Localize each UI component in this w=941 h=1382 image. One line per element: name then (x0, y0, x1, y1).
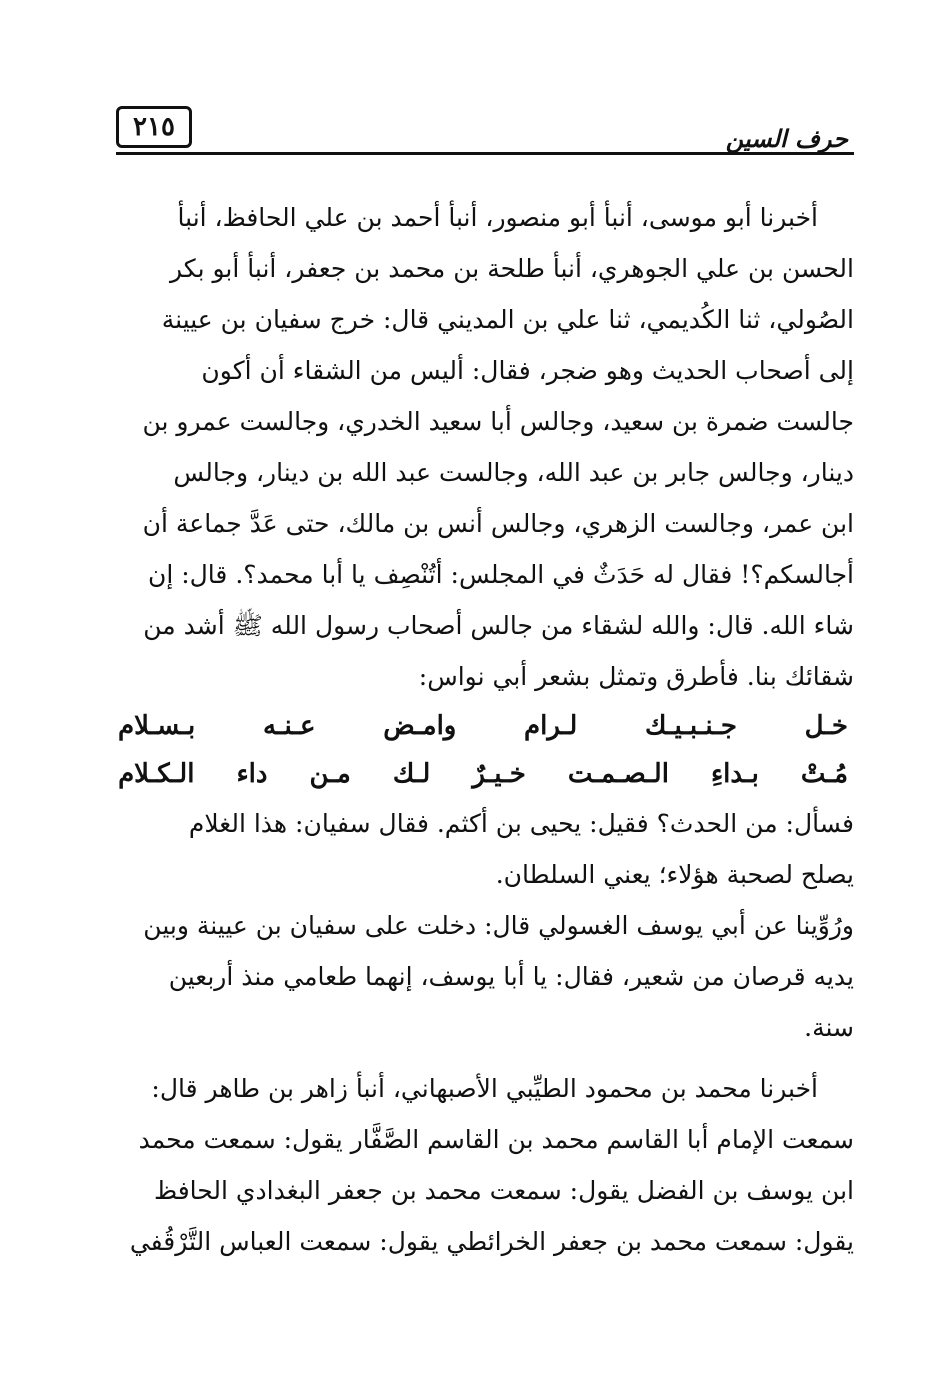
page-header (112, 96, 854, 162)
verse-word: مـن (309, 759, 351, 789)
text-line: شقائك بنا. فأطرق وتمثل بشعر أبي نواس: (418, 662, 854, 691)
text-line: أجالسكم؟! فقال له حَدَثٌ في المجلس: أتُنْصِف يا أبا محمد؟. قال: إن (147, 560, 854, 589)
text-line: شاء الله. قال: والله لشقاء من جالس أصحاب رسول الله ﷺ أشد من (143, 611, 854, 640)
verse-word: وامـض (383, 711, 457, 741)
paragraph-2 (112, 798, 854, 900)
verse-word: خـيـرٌ (472, 759, 526, 789)
text-line: ابن عمر، وجالست الزهري، وجالس أنس بن مالك، حتى عَدَّ جماعة أن (142, 509, 854, 538)
text-line: الصُولي، ثنا الكُديمي، ثنا علي بن المديني قال: خرج سفيان بن عيينة (161, 305, 854, 334)
text-line: يصلح لصحبة هؤلاء؛ يعني السلطان. (495, 860, 854, 889)
page-number: ٢١٥ (116, 106, 192, 148)
text-line: ورُوِّينا عن أبي يوسف الغسولي قال: دخلت على سفيان بن عيينة وبين (143, 911, 854, 940)
text-line: إلى أصحاب الحديث وهو ضجر، فقال: أليس من الشقاء أن أكون (201, 356, 854, 385)
paragraph-4 (112, 1063, 854, 1267)
page-body (112, 192, 854, 1267)
verse-word: الـكـلام (118, 759, 195, 789)
text-line: يقول: سمعت محمد بن جعفر الخرائطي يقول: سمعت العباس التَّرْقُفي (129, 1227, 854, 1256)
verse-word: بـداءِ (710, 759, 759, 789)
verse-word: الـصـمـت (567, 759, 669, 789)
text-line: ابن يوسف بن الفضل يقول: سمعت محمد بن جعفر البغدادي الحافظ (153, 1176, 854, 1205)
paragraph-1 (112, 192, 854, 702)
verse-line-1 (112, 702, 854, 750)
paragraph-gap (112, 1053, 854, 1063)
text-line: أخبرنا أبو موسى، أنبأ أبو منصور، أنبأ أحمد بن علي الحافظ، أنبأ (177, 203, 818, 232)
verse-word: خـل (804, 711, 848, 741)
header-rule (116, 152, 854, 155)
verse-line-2 (112, 750, 854, 798)
text-line: يديه قرصان من شعير، فقال: يا أبا يوسف، إنهما طعامي منذ أربعين (168, 962, 854, 991)
text-line: جالست ضمرة بن سعيد، وجالس أبا سعيد الخدري، وجالست عمرو بن (142, 407, 854, 436)
verse-word: لـرام (524, 711, 578, 741)
text-line: فسأل: من الحدث؟ فقيل: يحيى بن أكثم. فقال سفيان: هذا الغلام (188, 809, 854, 838)
text-line: سنة. (804, 1013, 854, 1042)
text-line: الحسن بن علي الجوهري، أنبأ طلحة بن محمد بن جعفر، أنبأ أبو بكر (170, 254, 854, 283)
verse-word: داء (236, 759, 268, 789)
verse-word: عـنـه (262, 711, 316, 741)
verse-word: بـسـلام (118, 711, 196, 741)
verse-word: جـنـبـيـك (644, 711, 737, 741)
text-line: سمعت الإمام أبا القاسم محمد بن القاسم الصَّفَّار يقول: سمعت محمد (138, 1125, 854, 1154)
verse-word: مُـتْ (800, 759, 848, 789)
text-line: دينار، وجالس جابر بن عبد الله، وجالست عبد الله بن دينار، وجالس (173, 458, 854, 487)
verse-word: لـك (392, 759, 431, 789)
text-line: أخبرنا محمد بن محمود الطيِّبي الأصبهاني، أنبأ زاهر بن طاهر قال: (151, 1074, 818, 1103)
paragraph-3 (112, 900, 854, 1053)
chapter-title: حرف السين (725, 124, 848, 153)
